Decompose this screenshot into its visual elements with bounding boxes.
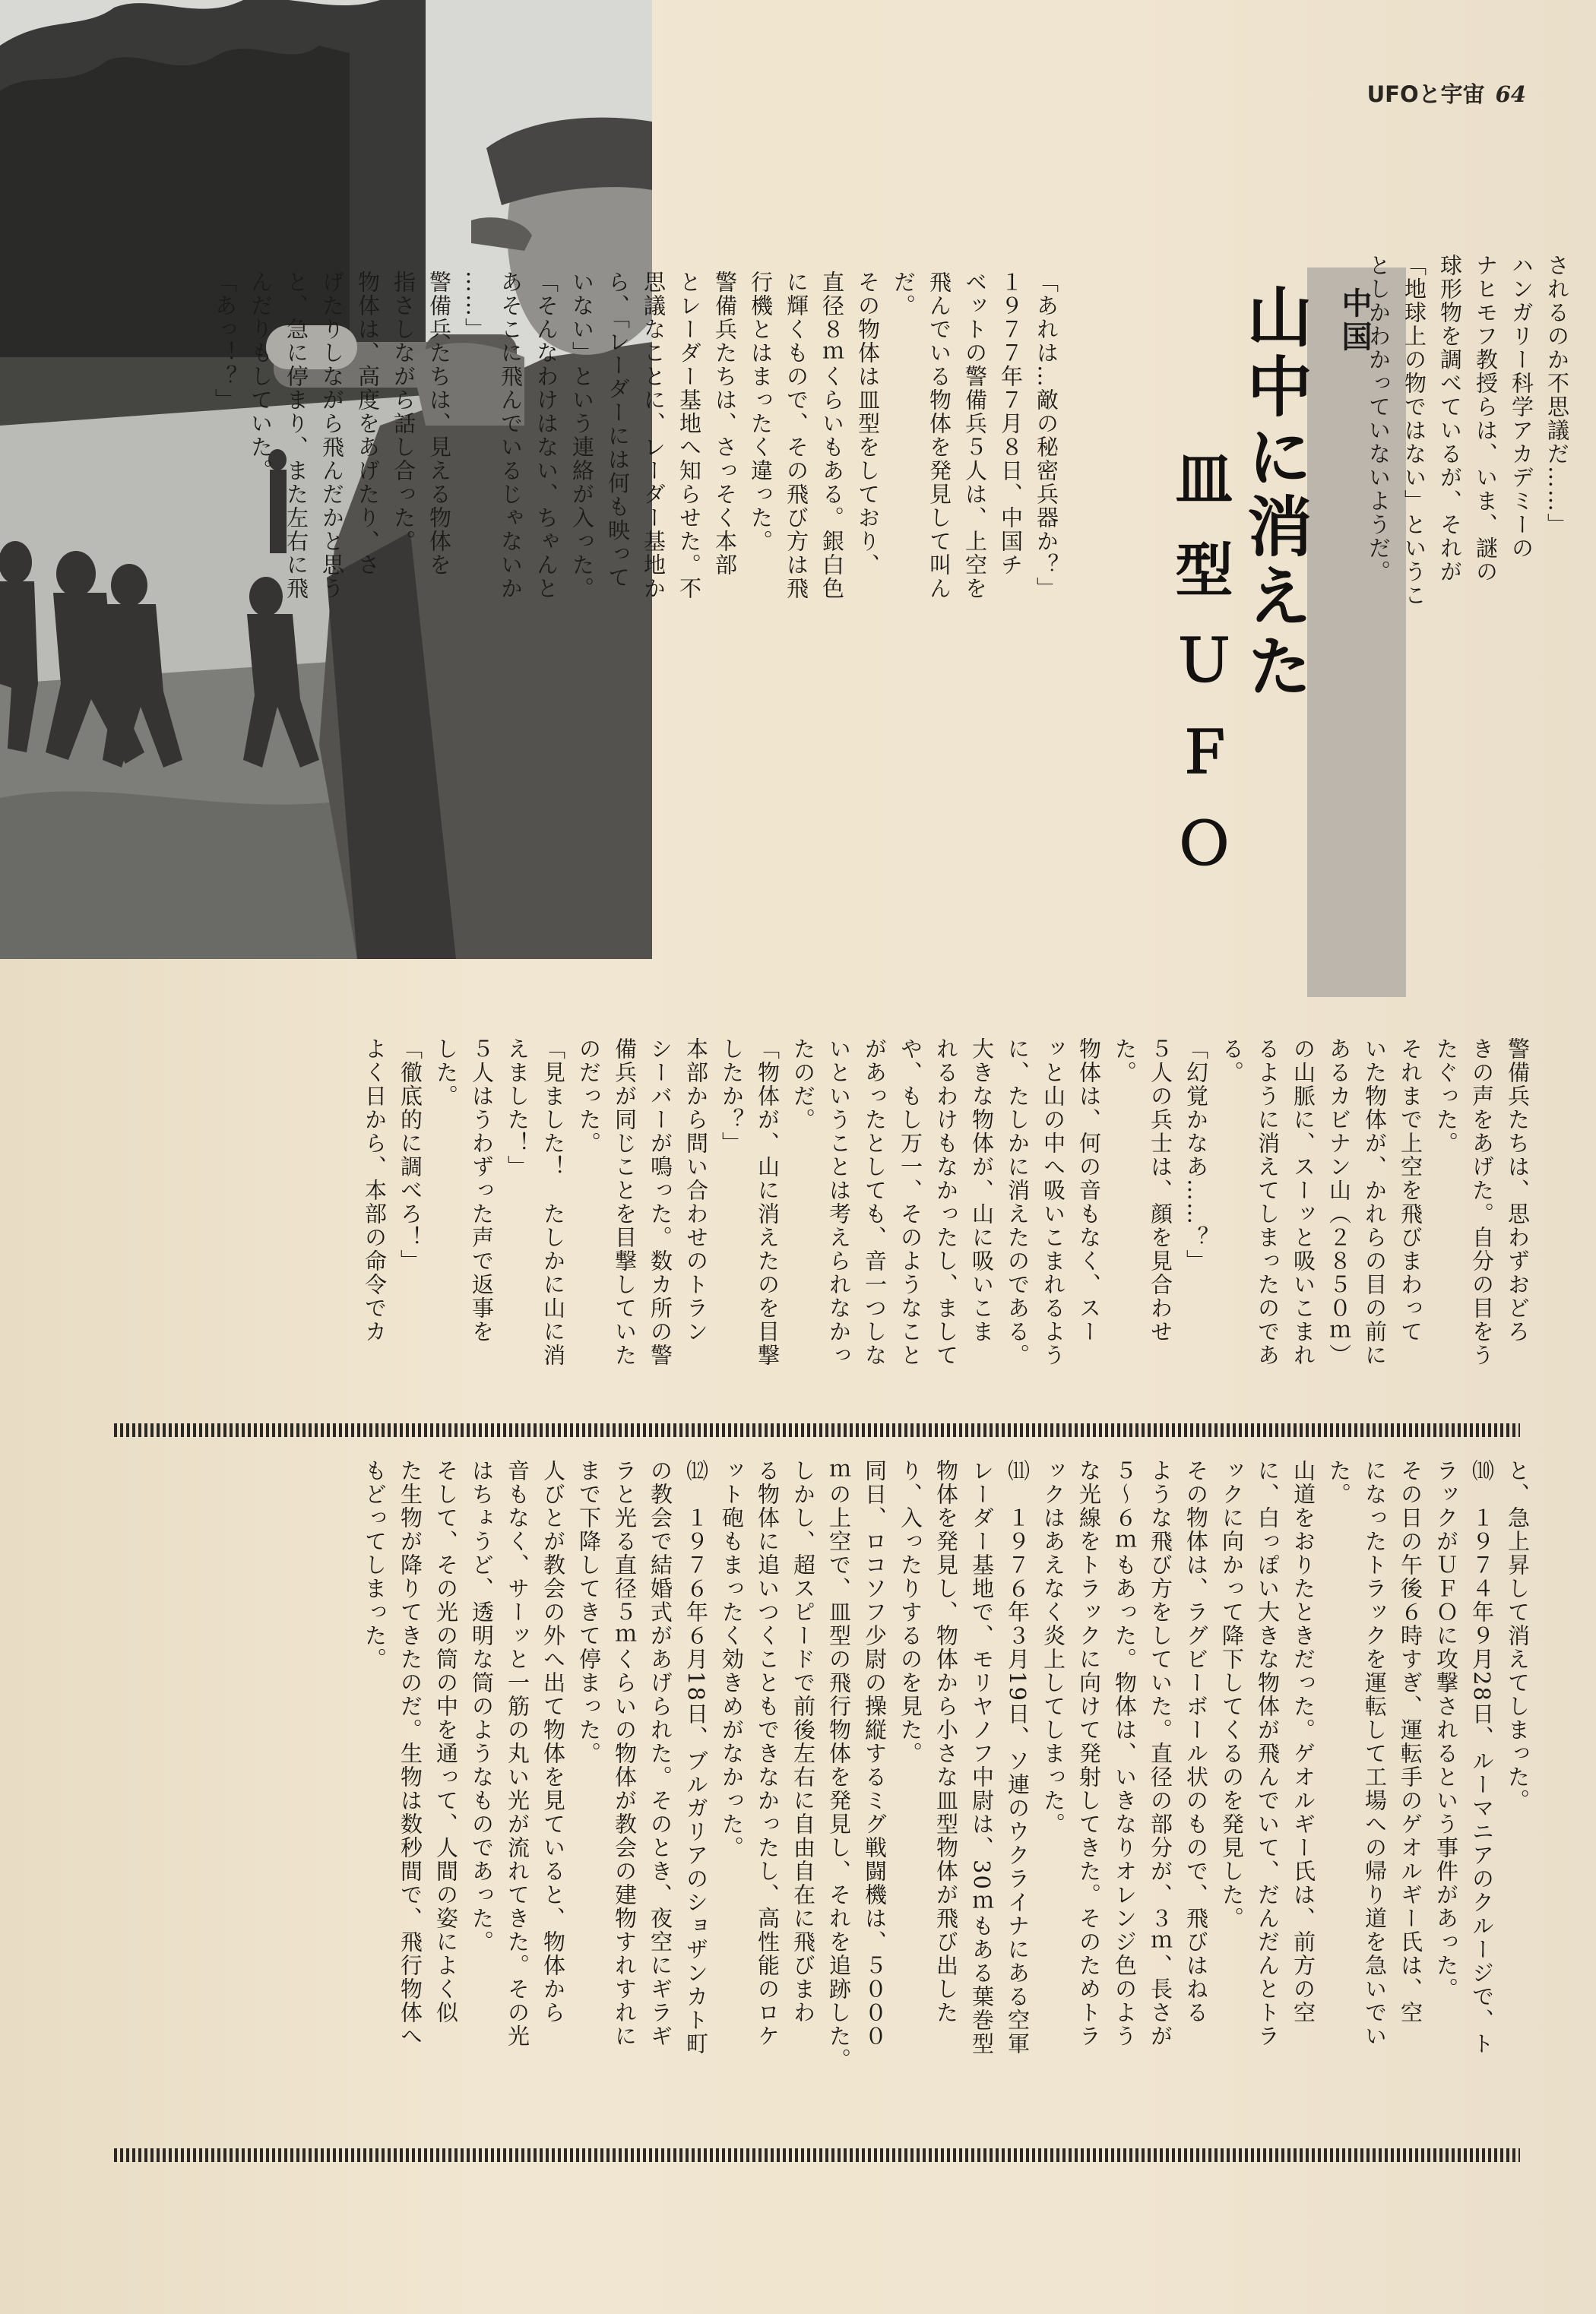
running-header (1367, 78, 1526, 109)
text-column-middle: 警備兵たちは、思わずおどろ きの声をあげた。自分の目をう たぐった。 それまで上空を飛びまわって いた物体が、かれらの目の前に あるカビナン山（２８５０ｍ） の山脈に、スーッと吸いこまれ るように消えてしまったのであ る。 「幻覚かなあ……？」 ５人の兵士は、顔を見合わせ た。 物体は、何の音もなく、スー ッと山の中へ吸いこまれるよう に、たしかに消えたのである。 大きな物体が、山に吸いこま れるわけもなかったし、まして や、もし万一、そのようなこと があったとしても、音一つしな いということは考えられなかっ たのだ。 「物体が、山に消えたのを目撃 したか？」 本部から問い合わせのトラン シーバーが鳴った。数カ所の警 備兵が同じことを目撃していた のだった。 「見ました！ たしかに山に消 えました！」 ５人はうわずった声で返事を した。 「徹底的に調べろ！」 よく日から、本部の命令でカ (362, 1037, 1531, 1367)
region-tag: 中国 (1337, 287, 1372, 354)
section-divider-bottom (114, 2148, 1520, 2162)
text-column-upper-middle: 「あれは…敵の秘密兵器か？」 １９７７年７月８日、中国チ ベットの警備兵５人は、上空を 飛んでいる物体を発見して叫ん だ。 その物体は皿型をしており、 直径８ｍくらいもある。銀白色 に輝くもので、その飛び方は飛 行機とはまったく違った。 警備兵たちは、さっそく本部 とレーダー基地へ知らせた。不 思議なことに、レーダー基地か ら、「レーダーには何も映って いない」という連絡が入った。 「そんなわけはない、ちゃんと あそこに飛んでいるじゃないか ……」 警備兵たちは、見える物体を 指さしながら話し合った。 物体は、高度をあげたり、さ げたりしながら飛んだかと思う と、急に停まり、また左右に飛 んだりもしていた。 「あっ！？」 (212, 271, 1059, 600)
article-subtitle: 皿型ＵＦＯ (1166, 448, 1233, 904)
header-title: UFOと宇宙 (1366, 81, 1485, 107)
article-title: 山中に消えた (1236, 283, 1312, 702)
page-number: 64 (1495, 81, 1526, 107)
section-divider (114, 1423, 1520, 1437)
text-column-upper-right: されるのか不思議だ……」 ハンガリー科学アカデミーの ナヒモフ教授らは、いま、謎の 球形物を調べているが、それが 「地球上の物ではない」というこ としかわかっていないようだ。 (1366, 254, 1570, 607)
text-column-lower: と、急上昇して消えてしまった。 ⑽ １９７４年９月28日、ルーマニアのクルージで、ト ラックがＵＦＯに攻撃されるという事件があった。 その日の午後６時すぎ、運転手のゲオルギー氏は、空 になったトラックを運転して工場への帰り道を急いでい た。 山道をおりたときだった。ゲオルギー氏は、前方の空 に、白っぽい大きな物体が飛んでいて、だんだんとトラ ックに向かって降下してくるのを発見した。 その物体は、ラグビーボール状のもので、飛びはねる ような飛び方をしていた。直径の部分が、３ｍ、長さが ５～６ｍもあった。物体は、いきなりオレンジ色のよう な光線をトラックに向けて発射してきた。そのためトラ ックはあえなく炎上してしまった。 ⑾ １９７６年３月19日、ソ連のウクライナにある空軍 レーダー基地で、モリヤノフ中尉は、30ｍもある葉巻型 物体を発見し、物体から小さな皿型物体が飛び出した り、入ったりするのを見た。 同日、ロコソフ少尉の操縦するミグ戦闘機は、５０００ ｍの上空で、皿型の飛行物体を発見し、それを追跡した。 しかし、超スピードで前後左右に自由自在に飛びまわ る物体に追いつくこともできなかったし、高性能のロケ ット砲もまったく効きめがなかった。 ⑿ １９７６年６月18日、ブルガリアのショザンカト町 の教会で結婚式があげられた。そのとき、夜空にギラギ ラと光る直径５ｍくらいの物体が教会の建物すれすれに まで下降してきて停まった。 人びとが教会の外へ出て物体を見ていると、物体から 音もなく、サーッと一筋の丸い光が流れてきた。その光 はちょうど、透明な筒のようなものであった。 そして、その光の筒の中を通って、人間の姿によく似 た生物が降りてきたのだ。生物は数秒間で、飛行物体へ もどってしまった。 (362, 1459, 1531, 2072)
